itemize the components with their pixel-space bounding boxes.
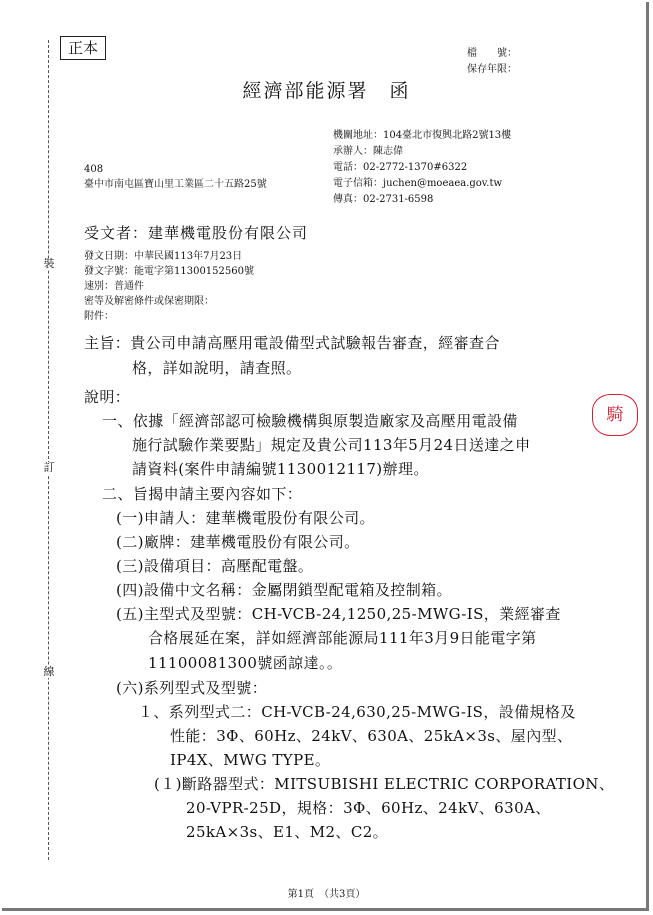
agency-email: 電子信箱：juchen@moeaea.gov.tw: [333, 178, 503, 189]
seal-stamp: 騎: [592, 394, 638, 436]
document-title: 經濟部能源署 函: [242, 80, 411, 102]
item2-sub3: (三)設備項目：高壓配電盤。: [116, 557, 314, 575]
item2-sub5-line-2: 合格展延在案，詳如經濟部能源局111年3月9日能電字第: [148, 629, 537, 647]
series-line-2: 性能：3Φ、60Hz、24kV、630A、25kA×3s、屋內型、: [170, 727, 573, 745]
retention-label: 保存年限：: [467, 64, 517, 75]
series-line-1: １、系列型式二：CH-VCB-24,630,25-MWG-IS，設備規格及: [138, 703, 576, 721]
explanation-label: 說明：: [84, 388, 131, 406]
file-no-label: 檔 號：: [467, 48, 517, 59]
binding-mark-top: 裝: [43, 257, 55, 270]
item2-sub2: (二)廠牌：建華機電股份有限公司。: [116, 533, 360, 551]
binding-mark-bottom: 線: [43, 665, 55, 678]
delivery-speed: 速別：普通件: [84, 281, 144, 292]
item2-sub5-line-3: 11100081300號函諒達。。: [148, 654, 343, 672]
attachment: 附件：: [84, 311, 114, 322]
agency-phone: 電話：02-2772-1370#6322: [333, 162, 468, 173]
issue-date: 發文日期：中華民國113年7月23日: [84, 251, 243, 262]
breaker-line-2: 20-VPR-25D，規格：3Φ、60Hz、24kV、630A、: [186, 799, 551, 817]
recipient: 受文者：建華機電股份有限公司: [84, 224, 309, 242]
recipient-address: 臺中市南屯區寶山里工業區二十五路25號: [84, 179, 267, 190]
item1-line-3: 請資料(案件申請編號1130012117)辦理。: [132, 460, 429, 478]
item2-heading: 二、旨揭申請主要內容如下：: [102, 485, 303, 503]
item1-line-1: 一、依據「經濟部認可檢驗機構與原製造廠家及高壓用電設備: [102, 412, 518, 430]
agency-officer: 承辦人：陳志偉: [333, 146, 403, 157]
item1-line-2: 施行試驗作業要點」規定及貴公司113年5月24日送達之申: [132, 436, 531, 454]
secrecy-level: 密等及解密條件或保密期限：: [84, 296, 214, 307]
agency-fax: 傳真：02-2731-6598: [333, 194, 434, 205]
copy-label: 正本: [60, 36, 106, 60]
page-footer: 第1頁 （共3頁）: [287, 889, 366, 900]
binding-line: [48, 40, 49, 860]
item2-sub4: (四)設備中文名稱：金屬閉鎖型配電箱及控制箱。: [116, 581, 452, 599]
item2-sub5-line-1: (五)主型式及型號：CH-VCB-24,1250,25-MWG-IS，業經審查: [116, 605, 561, 623]
binding-mark-middle: 訂: [43, 461, 55, 474]
breaker-line-1: (１)斷路器型式：MITSUBISHI ELECTRIC CORPORATION、: [154, 775, 615, 793]
subject-line-2: 格，詳如說明，請查照。: [132, 359, 302, 377]
series-line-3: IP4X、MWG TYPE。: [170, 751, 331, 769]
subject-line-1: 主旨：貴公司申請高壓用電設備型式試驗報告審查，經審查合: [84, 334, 500, 352]
doc-number: 發文字號：能電字第11300152560號: [84, 266, 254, 277]
item2-sub1: (一)申請人：建華機電股份有限公司。: [116, 509, 375, 527]
breaker-line-3: 25kA×3s、E1、M2、C2。: [186, 823, 389, 841]
recipient-zip: 408: [84, 164, 104, 175]
agency-address: 機關地址：104臺北市復興北路2號13樓: [333, 130, 512, 141]
item2-sub6: (六)系列型式及型號：: [116, 679, 268, 697]
